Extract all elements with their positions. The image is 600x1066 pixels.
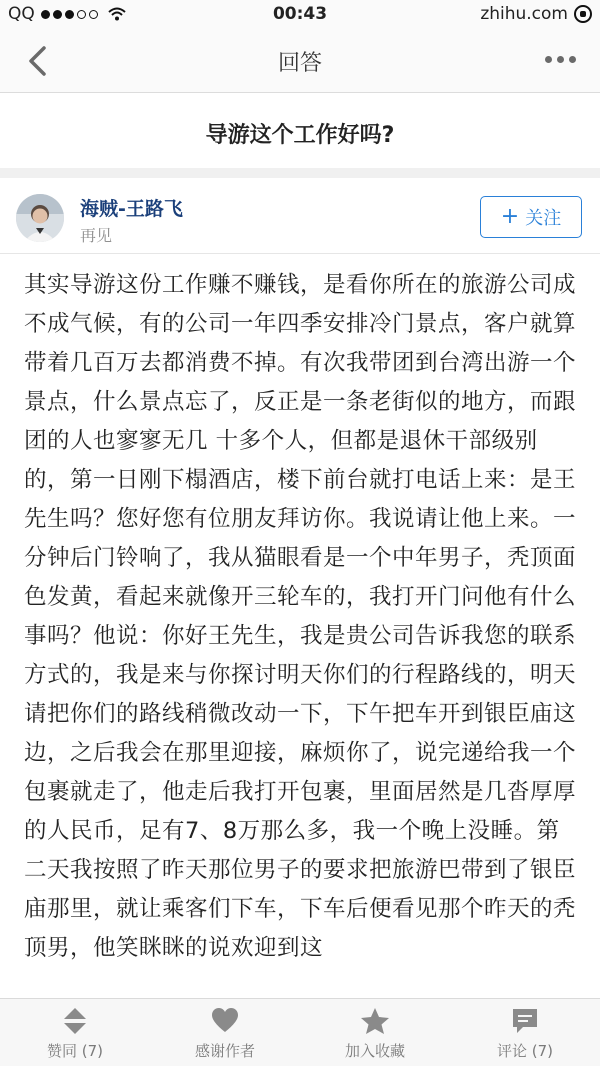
- nav-bar: [0, 30, 600, 93]
- status-right: [480, 4, 592, 24]
- vote-icon: [62, 1007, 88, 1035]
- more-options-button[interactable]: [545, 56, 576, 63]
- thank-author-label: 感谢作者: [194, 1042, 255, 1060]
- comment-label: 评论 (7): [496, 1042, 554, 1060]
- collect-button[interactable]: [300, 999, 450, 1066]
- answer-text: 其实导游这份工作赚不赚钱，是看你所在的旅游公司成不成气候，有的公司一年四季安排冷门景点，客户就算带着几百万去都消费不掉。有次我带团到台湾出游一个景点，什么景点忘了，反正是一条老街似的地方，而跟团的人也寥寥无几 十多个人，但都是退休干部级别的，第一日刚下榻酒店，楼下前台就打电话上来：是王先生吗？您好您有位朋友拜访你。我说请让他上来。一分钟后门铃响了，我从猫眼看是一个中年男子，秃顶面色发黄，看起来就像开三轮车的，我打开门问他有什么事吗？他说：你好王先生，我是贵公司告诉我您的联系方式的，我是来与你探讨明天你们的行程路线的，明天请把你们的路线稍微改动一下，下午把车开到银臣庙这边，之后我会在那里迎接，麻烦你了，说完递给我一个包裹就走了，他走后我打开包裹，里面居然是几沓厚厚的人民币，足有7、8万那么多，我一个晚上没睡。第二天我按照了昨天那位男子的要求把旅游巴带到了银臣庙那里，就让乘客们下车，下车后便看见那个昨天的秃顶男，他笑眯眯的说欢迎到这: [24, 272, 576, 961]
- author-name[interactable]: 海贼-王路飞: [80, 198, 183, 220]
- follow-button[interactable]: [480, 196, 582, 238]
- thank-author-button[interactable]: [150, 999, 300, 1066]
- question-title[interactable]: 导游这个工作好吗?: [205, 123, 395, 148]
- comment-icon: [511, 1007, 539, 1035]
- question-header[interactable]: [0, 94, 600, 168]
- vote-button[interactable]: [0, 999, 150, 1066]
- section-divider: [0, 168, 600, 178]
- comment-button[interactable]: [450, 999, 600, 1066]
- avatar[interactable]: [16, 194, 64, 242]
- vote-label: 赞同 (7): [46, 1042, 104, 1060]
- star-icon: [360, 1007, 390, 1035]
- follow-label: 关注: [525, 208, 562, 229]
- collect-label: 加入收藏: [344, 1042, 405, 1060]
- status-time: 00:43: [272, 4, 328, 24]
- nav-title: 回答: [277, 51, 322, 76]
- status-bar: [0, 0, 600, 30]
- carrier-label: QQ: [8, 4, 35, 24]
- heart-icon: [211, 1007, 239, 1033]
- plus-icon: +: [500, 204, 520, 229]
- orientation-lock-icon: [574, 5, 592, 23]
- answer-content: [24, 266, 576, 998]
- site-label: zhihu.com: [480, 4, 568, 24]
- author-row: [0, 178, 600, 254]
- bottom-action-bar: [0, 998, 600, 1066]
- author-bio: 再见: [80, 226, 113, 245]
